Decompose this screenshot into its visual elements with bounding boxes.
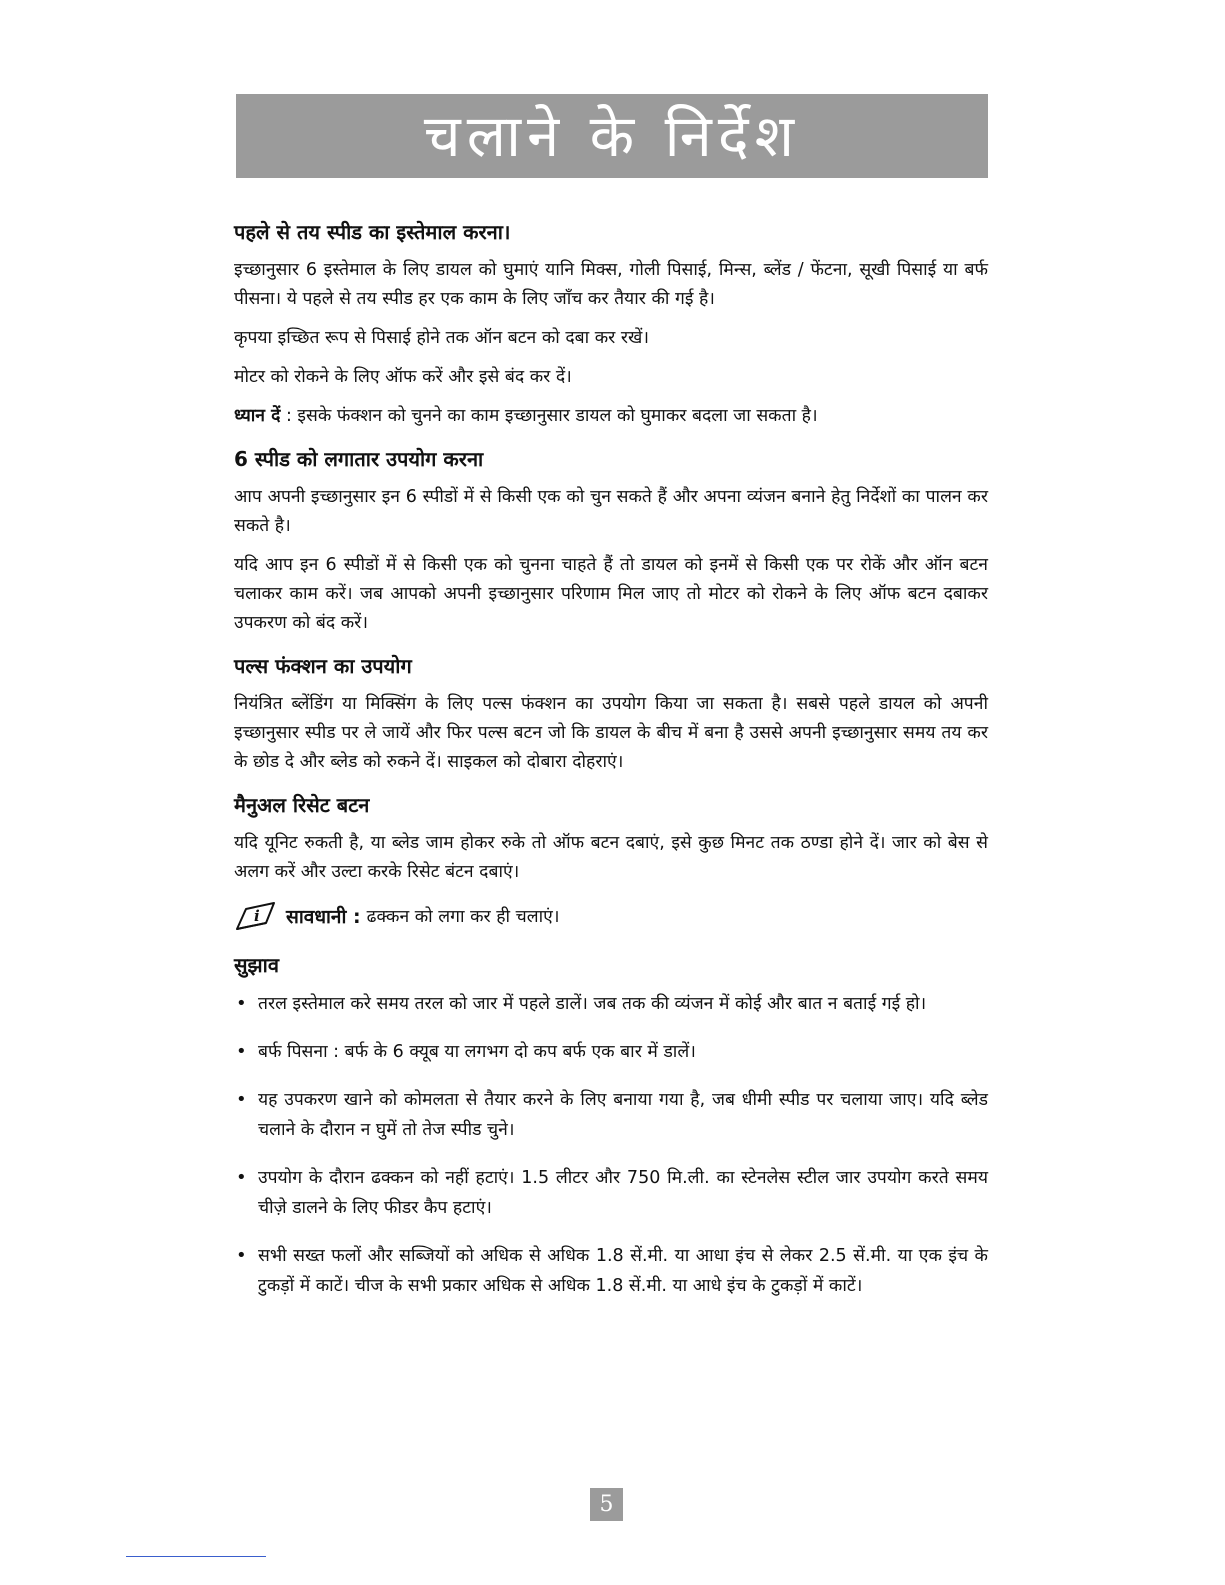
preset-paragraph-1: इच्छानुसार 6 इस्तेमाल के लिए डायल को घुमाएं यानि मिक्स, गोली पिसाई, मिन्स, ब्लेंड / फेंटना, सूखी पिसाई या बर्फ पीसना। ये पहले से तय स्पीड हर एक काम के लिए जाँच कर तैयार की गई है। bbox=[234, 260, 988, 309]
bullet-icon: • bbox=[236, 1089, 247, 1110]
bullet-icon: • bbox=[236, 1041, 247, 1062]
page-number: 5 bbox=[590, 1488, 623, 1521]
bullet-icon: • bbox=[236, 1245, 247, 1266]
info-book-icon bbox=[234, 899, 278, 933]
tips-list bbox=[234, 989, 988, 1301]
caution-note bbox=[234, 899, 988, 933]
bullet-icon: • bbox=[236, 993, 247, 1014]
tip-text: तरल इस्तेमाल करे समय तरल को जार में पहले डालें। जब तक की व्यंजन में कोई और बात न बताई गई हो। bbox=[258, 994, 927, 1014]
page-title: चलाने के निर्देश bbox=[423, 102, 801, 170]
continuous-speed-heading: 6 स्पीड को लगातार उपयोग करना bbox=[234, 447, 484, 471]
tip-text: बर्फ पिसना : बर्फ के 6 क्यूब या लगभग दो कप बर्फ एक बार में डालें। bbox=[258, 1042, 696, 1062]
bullet-icon: • bbox=[236, 1167, 247, 1188]
continuous-paragraph-1: आप अपनी इच्छानुसार इन 6 स्पीडों में से किसी एक को चुन सकते हैं और अपना व्यंजन बनाने हेतु निर्देशों का पालन कर सकते है। bbox=[234, 487, 988, 536]
pulse-paragraph: नियंत्रित ब्लेंडिंग या मिक्सिंग के लिए पल्स फंक्शन का उपयोग किया जा सकता है। सबसे पहले डायल को अपनी इच्छानुसार स्पीड पर ले जायें और फिर पल्स बटन जो कि डायल के बीच में बना है उससे अपनी इच्छानुसार समय तय कर के छोड दे और ब्लेड को रुकने दें। साइकल को दोबारा दोहराएं। bbox=[234, 694, 988, 772]
tip-text: सभी सख्त फलों और सब्जियों को अधिक से अधिक 1.8 सें.मी. या आधा इंच से लेकर 2.5 सें.मी. या एक इंच के टुकड़ों में काटें। चीज के सभी प्रकार अधिक से अधिक 1.8 सें.मी. या आधे इंच के टुकड़ों में काटें। bbox=[258, 1246, 988, 1296]
caution-label: सावधानी : bbox=[286, 906, 361, 928]
list-item bbox=[234, 989, 988, 1019]
caution-text: ढक्कन को लगा कर ही चलाएं। bbox=[366, 907, 560, 927]
tip-text: उपयोग के दौरान ढक्कन को नहीं हटाएं। 1.5 लीटर और 750 मि.ली. का स्टेनलेस स्टील जार उपयोग करते समय चीज़े डालने के लिए फीडर कैप हटाएं। bbox=[258, 1168, 988, 1218]
list-item bbox=[234, 1241, 988, 1301]
list-item bbox=[234, 1163, 988, 1223]
tip-text: यह उपकरण खाने को कोमलता से तैयार करने के लिए बनाया गया है, जब धीमी स्पीड पर चलाया जाए। यदि ब्लेड चलाने के दौरान न घुमें तो तेज स्पीड चुने। bbox=[258, 1090, 988, 1140]
preset-note bbox=[234, 402, 988, 431]
title-banner bbox=[236, 94, 988, 178]
note-text: : इसके फंक्शन को चुनने का काम इच्छानुसार डायल को घुमाकर बदला जा सकता है। bbox=[280, 406, 818, 426]
tips-heading: सुझाव bbox=[234, 953, 279, 977]
manual-reset-heading: मैनुअल रिसेट बटन bbox=[234, 793, 370, 817]
list-item bbox=[234, 1037, 988, 1067]
preset-paragraph-3: मोटर को रोकने के लिए ऑफ करें और इसे बंद कर दें। bbox=[234, 367, 572, 387]
continuous-paragraph-2: यदि आप इन 6 स्पीडों में से किसी एक को चुनना चाहते हैं तो डायल को इनमें से किसी एक पर रोकें और ऑन बटन चलाकर काम करें। जब आपको अपनी इच्छानुसार परिणाम मिल जाए तो मोटर को रोकने के लिए ऑफ बटन दबाकर उपकरण को बंद करें। bbox=[234, 555, 988, 633]
preset-speed-heading: पहले से तय स्पीड का इस्तेमाल करना। bbox=[234, 220, 511, 244]
reset-paragraph: यदि यूनिट रुकती है, या ब्लेड जाम होकर रुके तो ऑफ बटन दबाएं, इसे कुछ मिनट तक ठण्डा होने दें। जार को बेस से अलग करें और उल्टा करके रिसेट बंटन दबाएं। bbox=[234, 833, 988, 882]
list-item bbox=[234, 1085, 988, 1145]
preset-paragraph-2: कृपया इच्छित रूप से पिसाई होने तक ऑन बटन को दबा कर रखें। bbox=[234, 328, 650, 348]
note-label: ध्यान दें bbox=[234, 406, 281, 426]
footer-rule bbox=[126, 1556, 266, 1557]
instructions-content bbox=[234, 208, 988, 1319]
pulse-function-heading: पल्स फंक्शन का उपयोग bbox=[234, 654, 412, 678]
svg-text:i: i bbox=[254, 907, 260, 925]
